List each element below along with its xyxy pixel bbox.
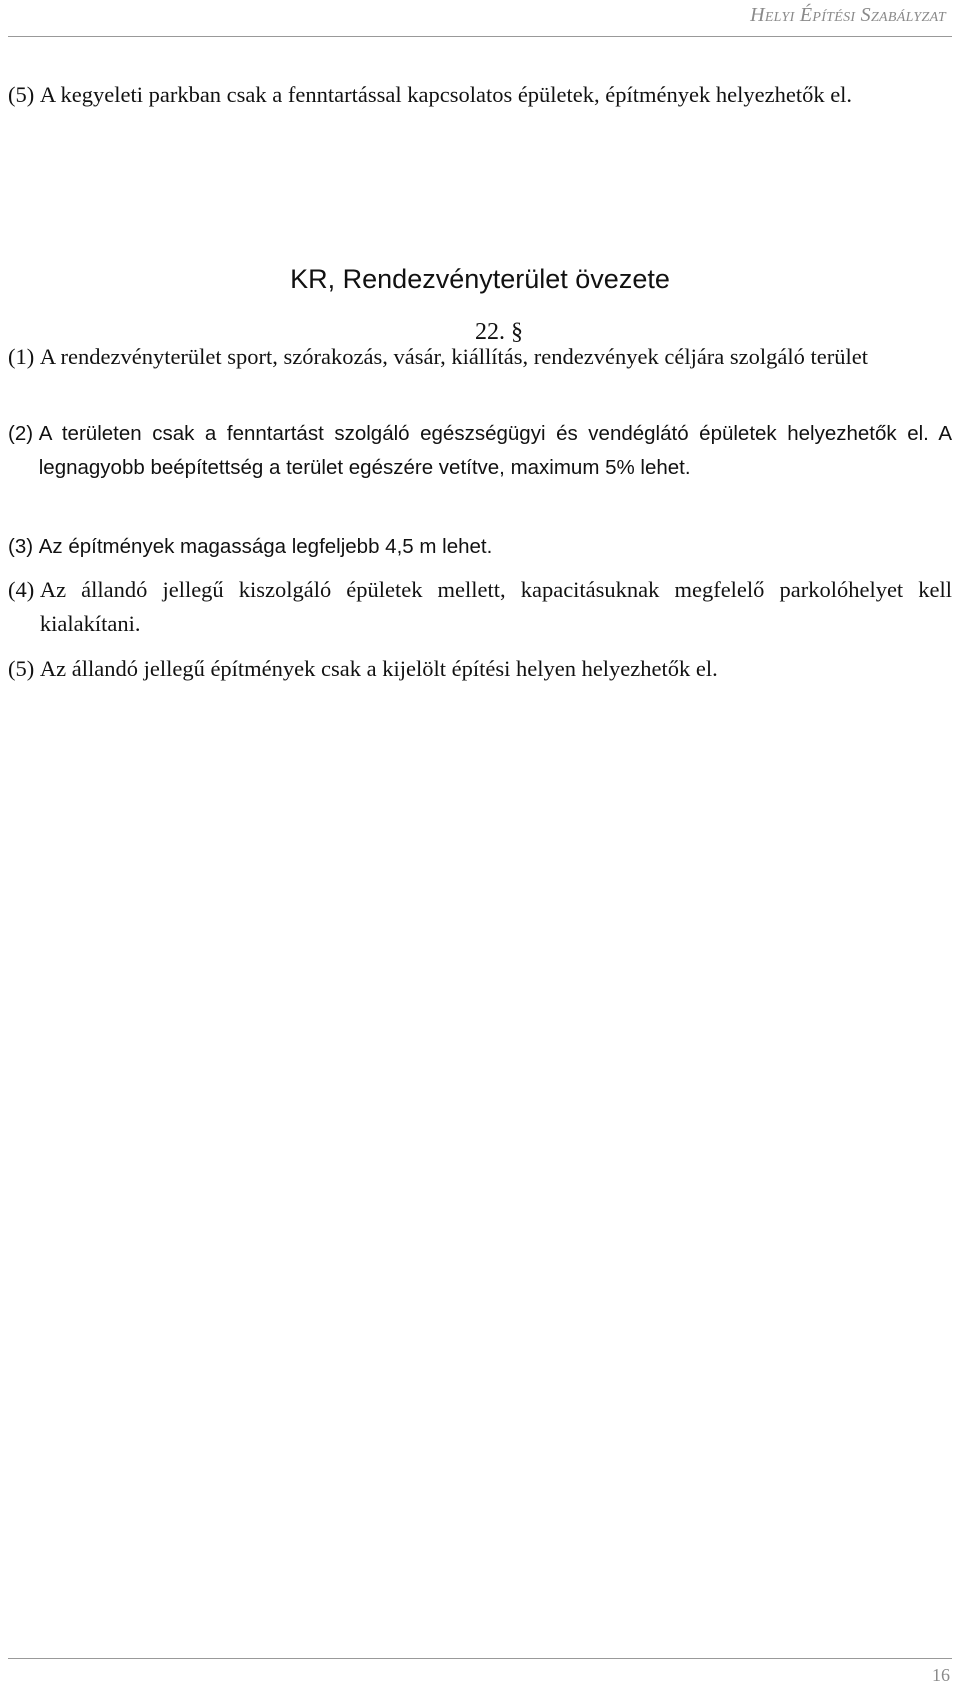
paragraph-number: (5) bbox=[8, 82, 40, 107]
paragraph-3 bbox=[8, 530, 952, 564]
page-footer bbox=[8, 1658, 952, 1695]
page-number: 16 bbox=[932, 1665, 950, 1685]
paragraph-number: (4) bbox=[8, 577, 40, 602]
paragraph-text: Az állandó jellegű kiszolgáló épületek mellett, kapacitásuknak megfelelő parkolóhelyet kell kialakítani. bbox=[39, 577, 952, 636]
section-title: KR, Rendezvényterület övezete bbox=[290, 264, 670, 294]
paragraph-number: (1) bbox=[8, 344, 40, 369]
prev-paragraph-5 bbox=[8, 78, 952, 112]
paragraph-number: (2) bbox=[8, 422, 39, 445]
paragraph-1 bbox=[8, 340, 952, 374]
paragraph-number: (5) bbox=[8, 656, 40, 681]
paragraph-number: (3) bbox=[8, 535, 39, 558]
header-title: Helyi Építési Szabályzat bbox=[750, 4, 946, 26]
paragraph-text: Az építmények magassága legfeljebb 4,5 m lehet. bbox=[38, 535, 493, 558]
paragraph-text: A rendezvényterület sport, szórakozás, vásár, kiállítás, rendezvények céljára szolgáló terület bbox=[39, 344, 868, 369]
paragraph-2 bbox=[8, 417, 952, 485]
page-header bbox=[8, 0, 952, 37]
paragraph-text: Az állandó jellegű építmények csak a kijelölt építési helyen helyezhetők el. bbox=[39, 656, 718, 681]
paragraph-text: A kegyeleti parkban csak a fenntartással kapcsolatos épületek, építmények helyezhetők el. bbox=[39, 82, 853, 107]
paragraph-text: A területen csak a fenntartást szolgáló egészségügyi és vendéglátó épületek helyezhetők el. A legnagyobb beépítettség a terület egészére vetítve, maximum 5% lehet. bbox=[38, 422, 952, 479]
paragraph-4 bbox=[8, 573, 952, 641]
section-number: 22. § bbox=[475, 319, 523, 345]
paragraph-5 bbox=[8, 652, 952, 686]
